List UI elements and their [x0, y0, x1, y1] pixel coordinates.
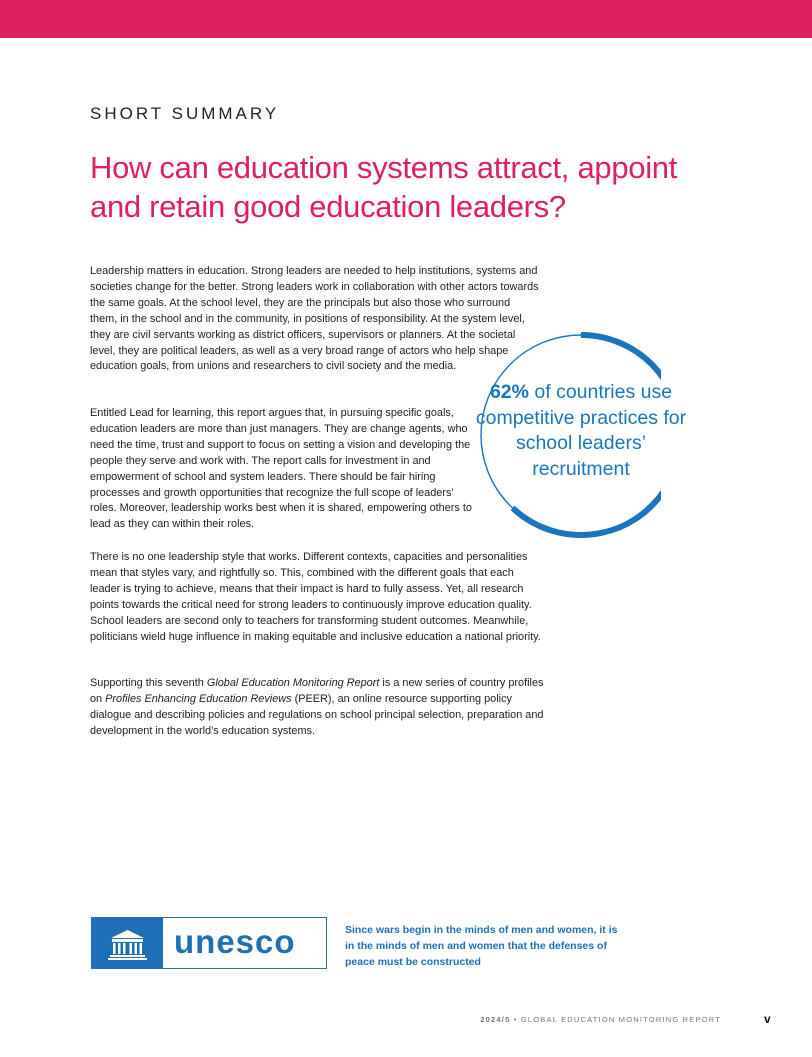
paragraph-2: Entitled Lead for learning, this report argues that, in pursuing specific goals, education leaders are more than just managers. They are change agents, who need the time, trust and support to focus on setting a vision and developing the people they serve and work with. The report calls for investment in and empowerment of school and system leaders. There should be fair hiring processes and growth opportunities that recognize the full scope of leaders’ roles. Moreover, leadership works best when it is shared, empowering others to lead as they can within their roles. [90, 407, 472, 531]
paragraph-4-text-b: is a new series of country profiles on [90, 677, 544, 705]
unesco-logo [91, 917, 327, 969]
stat-description: of countries use competitive practices for school leaders’ recruitment [475, 381, 687, 480]
paragraph-4-text-a: Supporting this seventh [90, 677, 207, 689]
peer-title-italic: Profiles Enhancing Education Reviews [105, 692, 292, 705]
temple-icon [92, 918, 163, 968]
unesco-emblem-icon [92, 918, 163, 968]
stat-value: 62% [489, 381, 529, 403]
footer-running-title [480, 1015, 721, 1024]
section-label: SHORT SUMMARY [90, 104, 280, 123]
top-color-band [0, 0, 812, 38]
stat-callout [471, 330, 687, 540]
report-title-italic: Global Education Monitoring Report [206, 677, 380, 689]
paragraph-4-text-c: (PEER), an online resource supporting policy dialogue and describing policies and regulations on school principal selection, preparation and development in the world’s education systems. [90, 692, 544, 737]
paragraph-4 [90, 676, 545, 740]
page-title: How can education systems attract, appoint and retain good education leaders? [90, 150, 678, 224]
stat-text [471, 380, 691, 482]
page-number: v [764, 1012, 771, 1026]
paragraph-3: There is no one leadership style that works. Different contexts, capacities and personalities mean that styles vary, and rightfully so. This, combined with the different goals that each leader is trying to achieve, means that their impact is hard to fully assess. Yet, all research points towards the critical need for strong leaders to continuously improve education quality. School leaders are second only to teachers for transforming student outcomes. Meanwhile, politicians wield huge influence in making equitable and inclusive education a national priority. [90, 551, 541, 643]
paragraph-1: Leadership matters in education. Strong leaders are needed to help institutions, systems and societies change for the better. Strong leaders work in collaboration with other actors towards the same goals. At the school level, they are the principals but also those who surround them, in the school and in the community, in positions of responsibility. At the system level, they are civil servants working as district officers, supervisors or planners. At the societal level, they are political leaders, as well as a very broad range of actors who help shape education goals, from unions and researchers to civil society and the media. [90, 265, 539, 373]
footer-year: 2024/5 [480, 1015, 511, 1024]
unesco-motto: Since wars begin in the minds of men and women, it is in the minds of men and women that the defenses of peace must be constructed [345, 924, 618, 968]
footer-separator: • [510, 1015, 521, 1024]
unesco-wordmark: unesco [174, 923, 296, 960]
footer-title: GLOBAL EDUCATION MONITORING REPORT [520, 1015, 721, 1024]
